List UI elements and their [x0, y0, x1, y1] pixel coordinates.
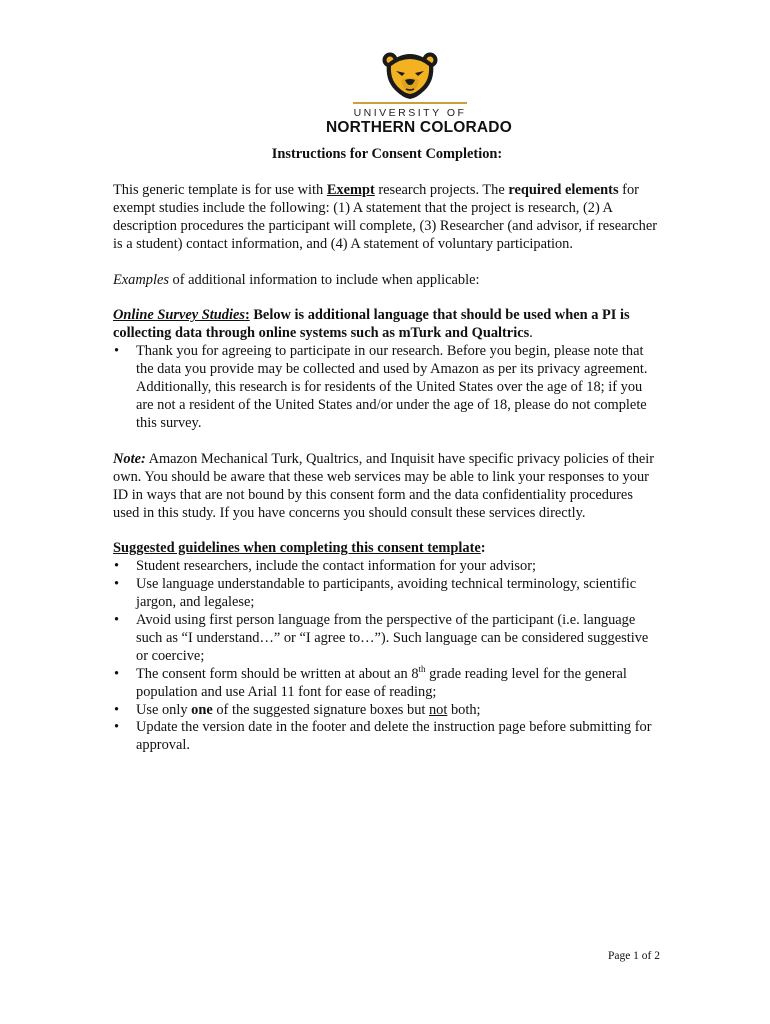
guideline-5-text-a: Use only [136, 701, 192, 718]
guideline-5-one: one [191, 701, 213, 718]
list-item [113, 663, 661, 702]
guidelines-heading [113, 540, 661, 558]
note-paragraph [113, 451, 661, 523]
guideline-5-text-b: of the suggested signature boxes but [212, 701, 429, 718]
intro-text-1: This generic template is for use with [113, 181, 327, 198]
examples-text: of additional information to include when applicable: [168, 271, 480, 288]
logo-university-of: UNIVERSITY OF [353, 107, 467, 119]
page-number-footer: Page 1 of 2 [607, 950, 660, 962]
examples-italic: Examples [113, 271, 169, 288]
online-survey-heading [113, 307, 661, 343]
note-label: Note: [113, 450, 146, 467]
online-survey-list [113, 343, 661, 433]
guideline-4-superscript: th [418, 663, 426, 674]
page-title: Instructions for Consent Completion: [271, 146, 503, 162]
list-item: • Use language understandable to participants, avoiding technical terminology, scientific jargon, and legalese; [113, 576, 661, 612]
intro-paragraph [113, 182, 661, 254]
list-item: • Thank you for agreeing to participate in our research. Before you begin, please note that the data you provide may be collected and used by Amazon as per its privacy agreement. Additionally, this research is for residents of the United States over the age of 18; if you are not a resident of the United States and/or under the age of 18, please do not complete this survey. [113, 343, 661, 433]
examples-paragraph [113, 272, 661, 290]
intro-required: required elements [508, 181, 619, 198]
guidelines-list [113, 558, 661, 755]
logo-divider [353, 102, 467, 104]
note-text: Amazon Mechanical Turk, Qualtrics, and Inquisit have specific privacy policies of their own. You should be aware that these web services may be able to link your responses to your ID in ways that are not bound by this consent form and the data confidentiality procedures used in this study. If you have concerns you should consult these services directly. [113, 450, 655, 521]
online-survey-colon: : [244, 307, 250, 324]
intro-text-3: for exempt studies include the following: (1) A statement that the project is research, (2) A description procedures the participant will complete, (3) Researcher (and advisor, if researcher is a student) contact information, and (4) A statement of voluntary participation. [113, 181, 658, 252]
intro-exempt: Exempt [326, 181, 375, 198]
list-item [113, 702, 661, 720]
guideline-5-not: not [428, 701, 448, 718]
online-survey-text: Below is additional language that should be used when a PI is collecting data through online systems such as mTurk and Qualtrics [113, 307, 630, 342]
list-item: • Avoid using first person language from the perspective of the participant (i.e. language such as “I understand…” or “I agree to…”). Such language can be considered suggestive or coercive; [113, 612, 661, 666]
list-item: • Student researchers, include the contact information for your advisor; [113, 558, 661, 576]
guideline-4-text-a: The consent form should be written at about an 8 [136, 665, 419, 682]
intro-text-2: research projects. The [374, 181, 509, 198]
online-survey-period: . [529, 325, 533, 342]
list-item: • Update the version date in the footer and delete the instruction page before submitting for approval. [113, 719, 661, 755]
logo-northern-colorado: NORTHERN COLORADO [326, 119, 512, 136]
document-body [113, 146, 661, 755]
guideline-5-text-c: both; [447, 701, 481, 718]
guideline-4-text-b: grade reading level for the general population and use Arial 11 font for ease of reading; [136, 665, 627, 700]
guidelines-colon: : [480, 540, 486, 557]
unc-logo [326, 50, 512, 142]
bear-head-icon [381, 50, 439, 100]
guidelines-label: Suggested guidelines when completing this consent template [113, 540, 481, 557]
online-survey-label: Online Survey Studies [113, 307, 245, 324]
